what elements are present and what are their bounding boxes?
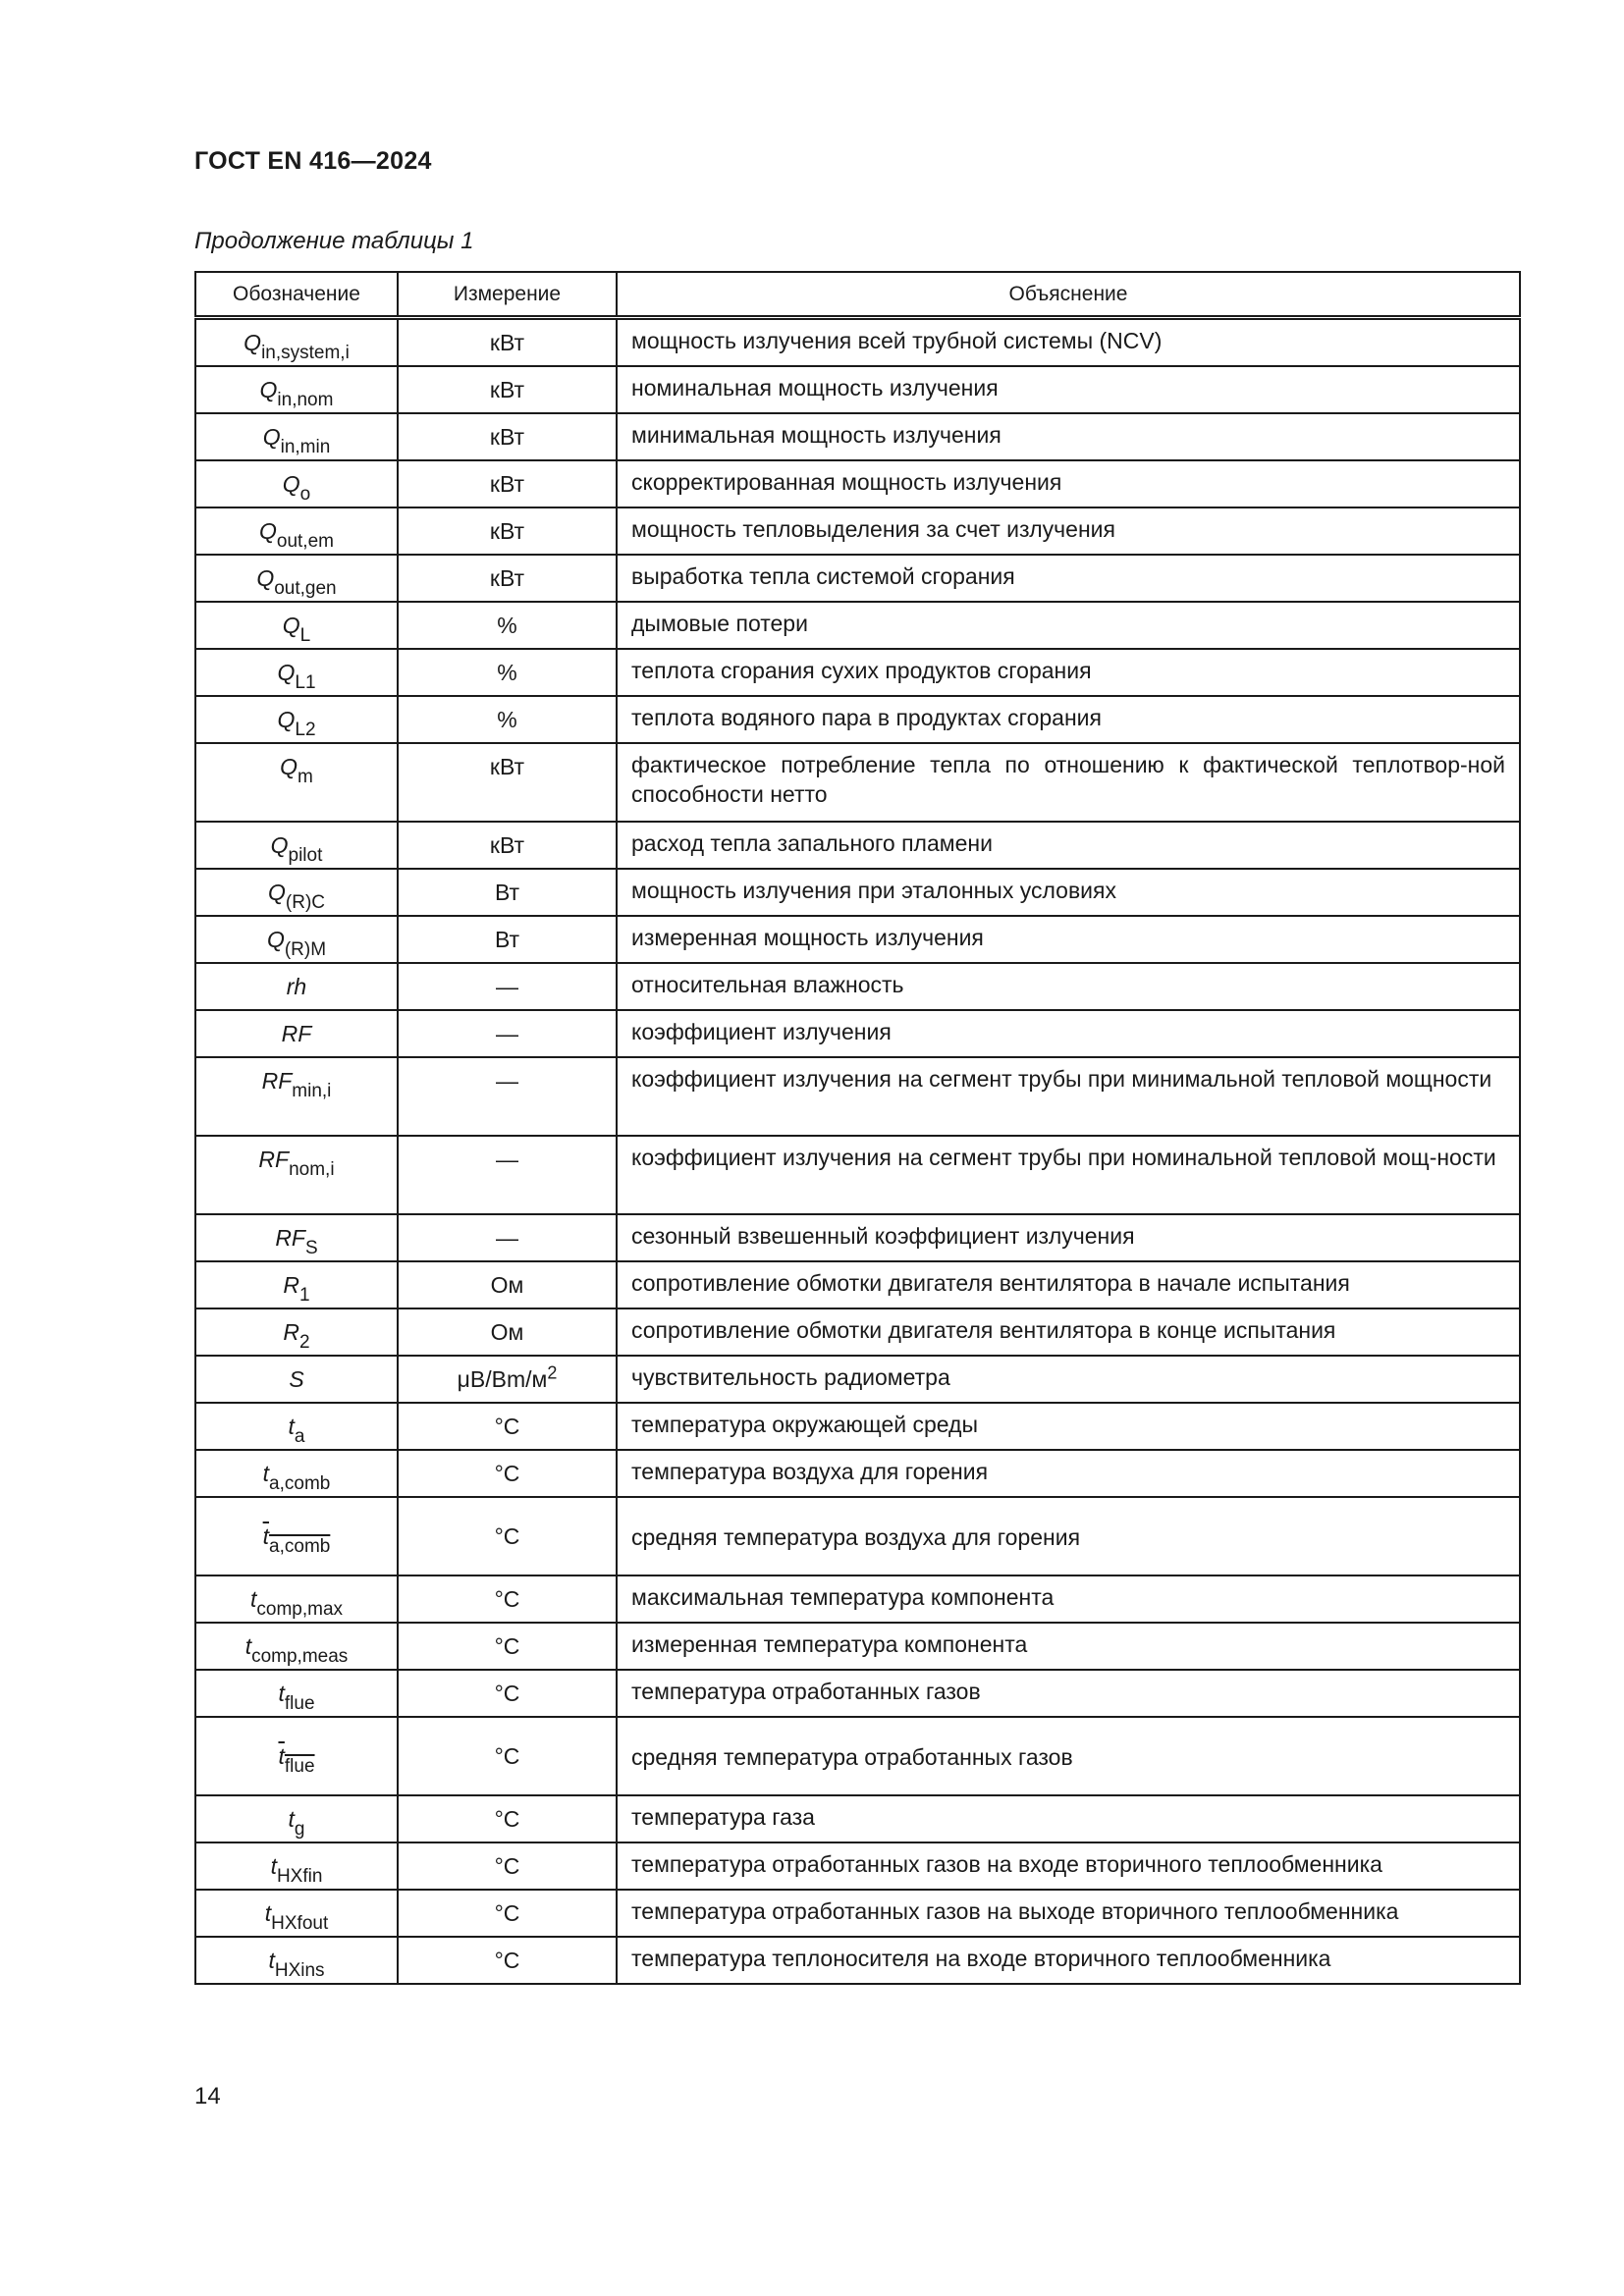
explanation-cell: расход тепла запального пламени (617, 822, 1520, 869)
explanation-cell: коэффициент излучения на сегмент трубы при номинальной тепловой мощ-ности (617, 1136, 1520, 1214)
symbol-cell: $t_{comp,max}$ (195, 1575, 398, 1623)
table-row (195, 1214, 1520, 1261)
unit-cell: — (398, 1214, 617, 1261)
table-caption: Продолжение таблицы 1 (194, 228, 474, 254)
unit-cell: °C (398, 1717, 617, 1795)
symbol-cell: $RF_{min,i}$ (195, 1057, 398, 1136)
unit-cell: кВт (398, 743, 617, 822)
explanation-cell: дымовые потери (617, 602, 1520, 649)
symbol-cell: $t_{HXfin}$ (195, 1842, 398, 1890)
table-row (195, 507, 1520, 555)
explanation-cell: сопротивление обмотки двигателя вентилятора в начале испытания (617, 1261, 1520, 1308)
symbol-cell: $Q_{(R)M}$ (195, 916, 398, 963)
unit-cell: кВт (398, 507, 617, 555)
explanation-cell: максимальная температура компонента (617, 1575, 1520, 1623)
unit-cell: кВт (398, 460, 617, 507)
explanation-cell: средняя температура отработанных газов (617, 1717, 1520, 1795)
explanation-cell: мощность тепловыделения за счет излучения (617, 507, 1520, 555)
explanation-cell: выработка тепла системой сгорания (617, 555, 1520, 602)
unit-cell: кВт (398, 822, 617, 869)
unit-cell: °C (398, 1575, 617, 1623)
table-row (195, 555, 1520, 602)
explanation-cell: теплота водяного пара в продуктах сгорания (617, 696, 1520, 743)
unit-cell: Ом (398, 1308, 617, 1356)
table-row (195, 1356, 1520, 1403)
table-row (195, 366, 1520, 413)
unit-cell: Вт (398, 869, 617, 916)
table-row (195, 696, 1520, 743)
table-row (195, 869, 1520, 916)
explanation-cell: минимальная мощность излучения (617, 413, 1520, 460)
unit-cell: % (398, 602, 617, 649)
symbol-cell: $R_2$ (195, 1308, 398, 1356)
table-row (195, 1717, 1520, 1795)
symbol-cell (195, 1497, 398, 1575)
symbol-cell: $t_{comp,meas}$ (195, 1623, 398, 1670)
symbol-cell: $RF_{nom,i}$ (195, 1136, 398, 1214)
symbol-cell: rh (195, 963, 398, 1010)
explanation-cell: температура окружающей среды (617, 1403, 1520, 1450)
table-row (195, 1842, 1520, 1890)
unit-cell: °C (398, 1497, 617, 1575)
table-row (195, 1497, 1520, 1575)
unit-cell: % (398, 696, 617, 743)
symbol-cell: $t_{HXins}$ (195, 1937, 398, 1984)
unit-cell: $\mu B/Bm/м^2$ (398, 1356, 617, 1403)
symbol-cell: $Q_{L1}$ (195, 649, 398, 696)
unit-cell: Ом (398, 1261, 617, 1308)
explanation-cell: номинальная мощность излучения (617, 366, 1520, 413)
symbol-cell: $t_{flue}$ (195, 1670, 398, 1717)
table-row (195, 602, 1520, 649)
table-row (195, 1057, 1520, 1136)
explanation-cell: фактическое потребление тепла по отношению к фактической теплотвор-ной способности нетто (617, 743, 1520, 822)
unit-cell: % (398, 649, 617, 696)
unit-cell: °C (398, 1890, 617, 1937)
unit-cell: кВт (398, 318, 617, 367)
symbol-cell: $Q_m$ (195, 743, 398, 822)
symbol-cell: $RF_S$ (195, 1214, 398, 1261)
unit-cell: кВт (398, 555, 617, 602)
symbols-table (194, 271, 1521, 1985)
unit-cell: °C (398, 1670, 617, 1717)
symbol-cell: $Q_{(R)C}$ (195, 869, 398, 916)
symbol-cell: $Q_{out,em}$ (195, 507, 398, 555)
table-row (195, 413, 1520, 460)
table-row (195, 1403, 1520, 1450)
table-row (195, 1136, 1520, 1214)
table-row (195, 649, 1520, 696)
unit-cell: °C (398, 1795, 617, 1842)
explanation-cell: средняя температура воздуха для горения (617, 1497, 1520, 1575)
table-header-row (195, 272, 1520, 318)
symbol-cell: $Q_{in,min}$ (195, 413, 398, 460)
explanation-cell: коэффициент излучения на сегмент трубы при минимальной тепловой мощности (617, 1057, 1520, 1136)
unit-cell: — (398, 1136, 617, 1214)
explanation-cell: скорректированная мощность излучения (617, 460, 1520, 507)
unit-cell: °C (398, 1623, 617, 1670)
table-row (195, 1575, 1520, 1623)
symbol-cell: $t_g$ (195, 1795, 398, 1842)
explanation-cell: коэффициент излучения (617, 1010, 1520, 1057)
unit-cell: °C (398, 1403, 617, 1450)
explanation-cell: измеренная температура компонента (617, 1623, 1520, 1670)
table-row (195, 1937, 1520, 1984)
explanation-cell: чувствительность радиометра (617, 1356, 1520, 1403)
symbol-cell: $Q_{pilot}$ (195, 822, 398, 869)
symbol-cell: S (195, 1356, 398, 1403)
unit-cell: °C (398, 1842, 617, 1890)
unit-cell: — (398, 1010, 617, 1057)
table-row (195, 460, 1520, 507)
unit-cell: °C (398, 1450, 617, 1497)
explanation-cell: температура отработанных газов на входе вторичного теплообменника (617, 1842, 1520, 1890)
table-row (195, 1261, 1520, 1308)
table-row (195, 963, 1520, 1010)
explanation-cell: температура газа (617, 1795, 1520, 1842)
table-row (195, 1670, 1520, 1717)
explanation-cell: сезонный взвешенный коэффициент излучения (617, 1214, 1520, 1261)
mean-overline-symbol: $t_{flue}$ (278, 1743, 315, 1777)
table-row (195, 318, 1520, 367)
mean-overline-symbol: $t_{a,comb}$ (262, 1523, 331, 1557)
explanation-cell: относительная влажность (617, 963, 1520, 1010)
table-row (195, 743, 1520, 822)
unit-cell: Вт (398, 916, 617, 963)
symbol-cell: $Q_o$ (195, 460, 398, 507)
explanation-cell: сопротивление обмотки двигателя вентилятора в конце испытания (617, 1308, 1520, 1356)
symbol-cell: $t_{HXfout}$ (195, 1890, 398, 1937)
symbol-cell: $Q_{in,system,i}$ (195, 318, 398, 367)
unit-cell: °C (398, 1937, 617, 1984)
explanation-cell: температура отработанных газов (617, 1670, 1520, 1717)
column-header-explanation: Объяснение (617, 272, 1520, 318)
symbol-cell: $t_a$ (195, 1403, 398, 1450)
column-header-symbol: Обозначение (195, 272, 398, 318)
symbol-cell: RF (195, 1010, 398, 1057)
symbol-cell: $Q_{out,gen}$ (195, 555, 398, 602)
table-row (195, 1890, 1520, 1937)
unit-cell: кВт (398, 366, 617, 413)
table-row (195, 1308, 1520, 1356)
explanation-cell: температура отработанных газов на выходе вторичного теплообменника (617, 1890, 1520, 1937)
symbol-cell (195, 1717, 398, 1795)
symbol-cell: $t_{a,comb}$ (195, 1450, 398, 1497)
table-row (195, 822, 1520, 869)
unit-cell: — (398, 1057, 617, 1136)
page-number: 14 (194, 2083, 221, 2109)
explanation-cell: теплота сгорания сухих продуктов сгорания (617, 649, 1520, 696)
symbol-cell: $Q_{in,nom}$ (195, 366, 398, 413)
explanation-cell: температура воздуха для горения (617, 1450, 1520, 1497)
table-row (195, 1450, 1520, 1497)
unit-cell: кВт (398, 413, 617, 460)
column-header-unit: Измерение (398, 272, 617, 318)
symbol-cell: $Q_{L2}$ (195, 696, 398, 743)
table-row (195, 1623, 1520, 1670)
explanation-cell: мощность излучения всей трубной системы (NCV) (617, 318, 1520, 367)
table-row (195, 1010, 1520, 1057)
table-row (195, 1795, 1520, 1842)
explanation-cell: мощность излучения при эталонных условиях (617, 869, 1520, 916)
symbol-cell: $R_1$ (195, 1261, 398, 1308)
table-row (195, 916, 1520, 963)
explanation-cell: измеренная мощность излучения (617, 916, 1520, 963)
unit-cell: — (398, 963, 617, 1010)
document-header: ГОСТ EN 416—2024 (194, 147, 432, 175)
symbol-cell: $Q_L$ (195, 602, 398, 649)
explanation-cell: температура теплоносителя на входе вторичного теплообменника (617, 1937, 1520, 1984)
